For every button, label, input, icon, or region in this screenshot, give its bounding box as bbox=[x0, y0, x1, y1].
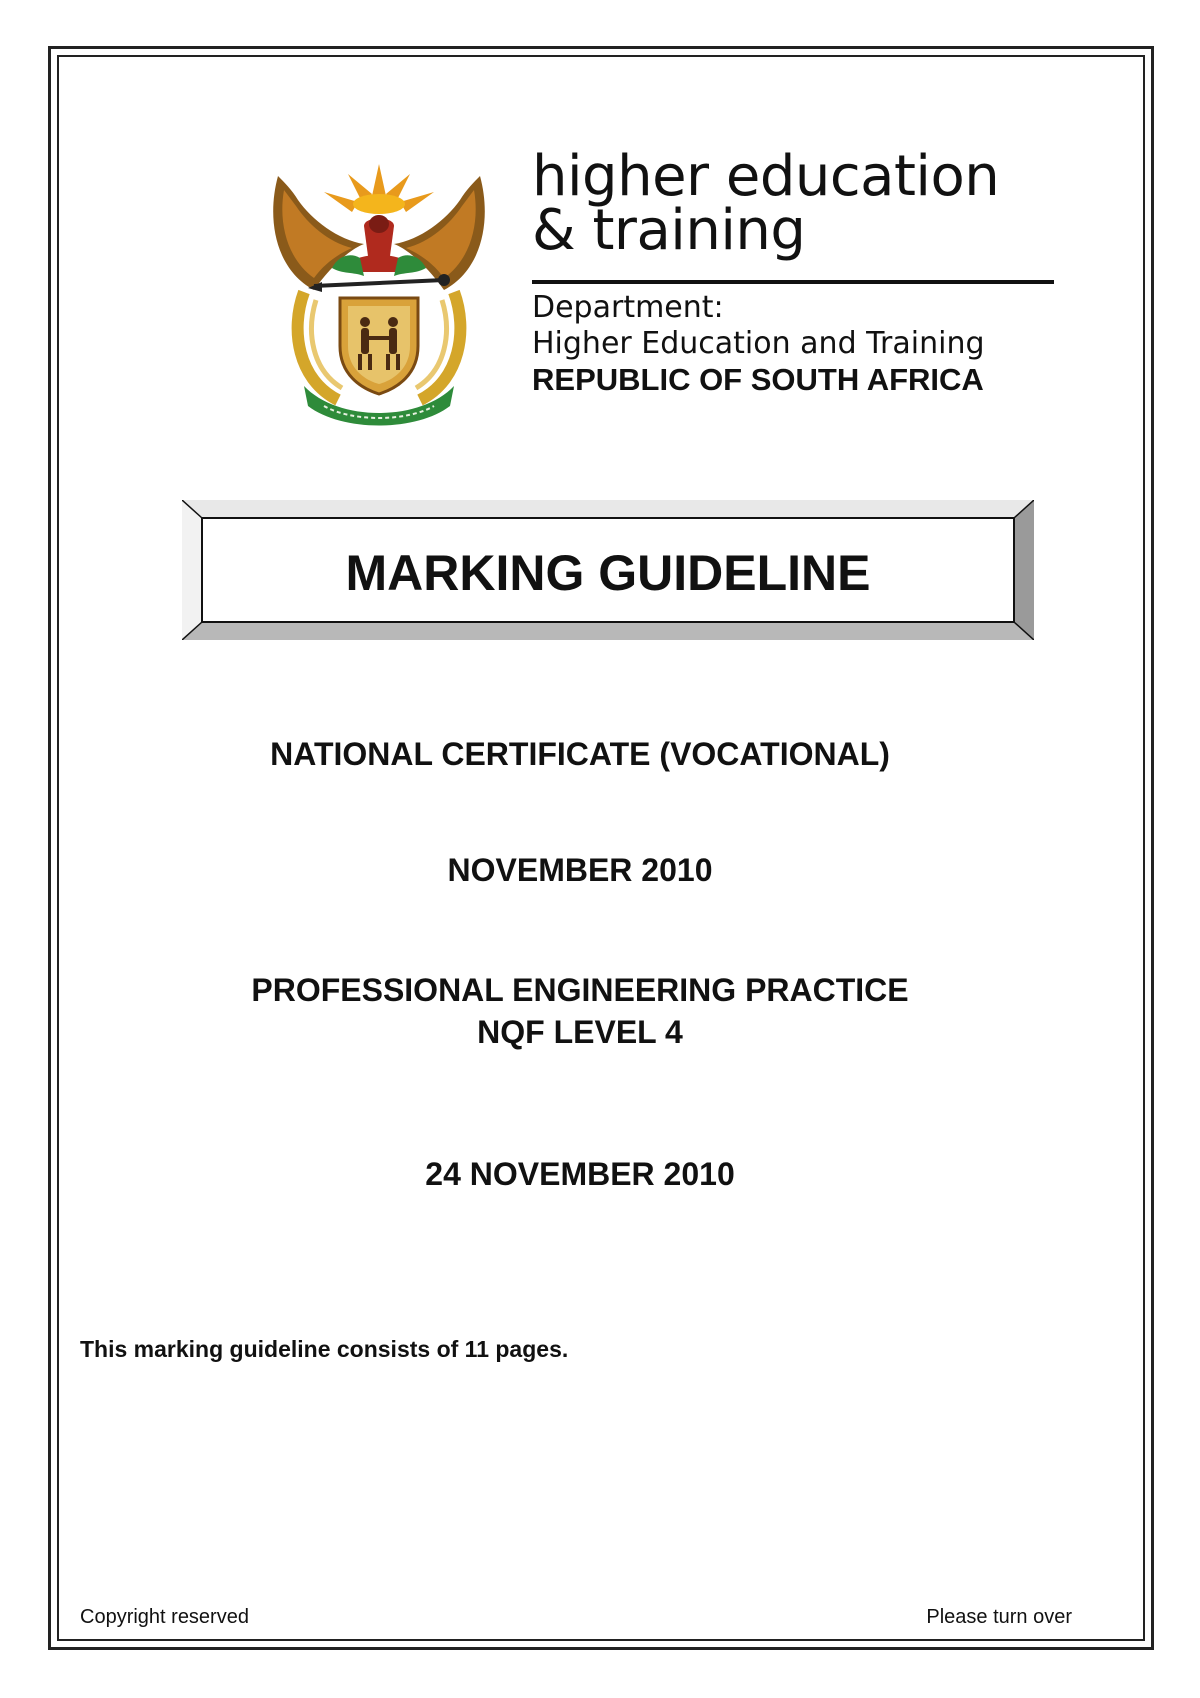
department-name: Higher Education and Training bbox=[532, 326, 985, 361]
page-count-note: This marking guideline consists of 11 pages. bbox=[80, 1336, 569, 1362]
logo-divider bbox=[532, 280, 1054, 284]
coat-of-arms-logo bbox=[268, 160, 490, 428]
certificate-heading: NATIONAL CERTIFICATE (VOCATIONAL) bbox=[270, 736, 890, 772]
exam-date: 24 NOVEMBER 2010 bbox=[425, 1156, 735, 1192]
document-title-box bbox=[182, 500, 1034, 640]
logo-title-line1: higher education bbox=[532, 144, 1000, 209]
exam-session: NOVEMBER 2010 bbox=[447, 852, 713, 888]
footer-turn-over: Please turn over bbox=[926, 1606, 1072, 1628]
department-text bbox=[532, 290, 1092, 398]
department-logo-title bbox=[532, 144, 1052, 263]
country-name: REPUBLIC OF SOUTH AFRICA bbox=[532, 362, 984, 397]
footer-copyright: Copyright reserved bbox=[80, 1606, 249, 1628]
subject-heading: PROFESSIONAL ENGINEERING PRACTICE bbox=[251, 972, 909, 1008]
department-label: Department: bbox=[532, 290, 724, 325]
nqf-level: NQF LEVEL 4 bbox=[477, 1014, 683, 1050]
logo-title-line2: & training bbox=[532, 198, 806, 263]
document-title: MARKING GUIDELINE bbox=[345, 545, 871, 601]
